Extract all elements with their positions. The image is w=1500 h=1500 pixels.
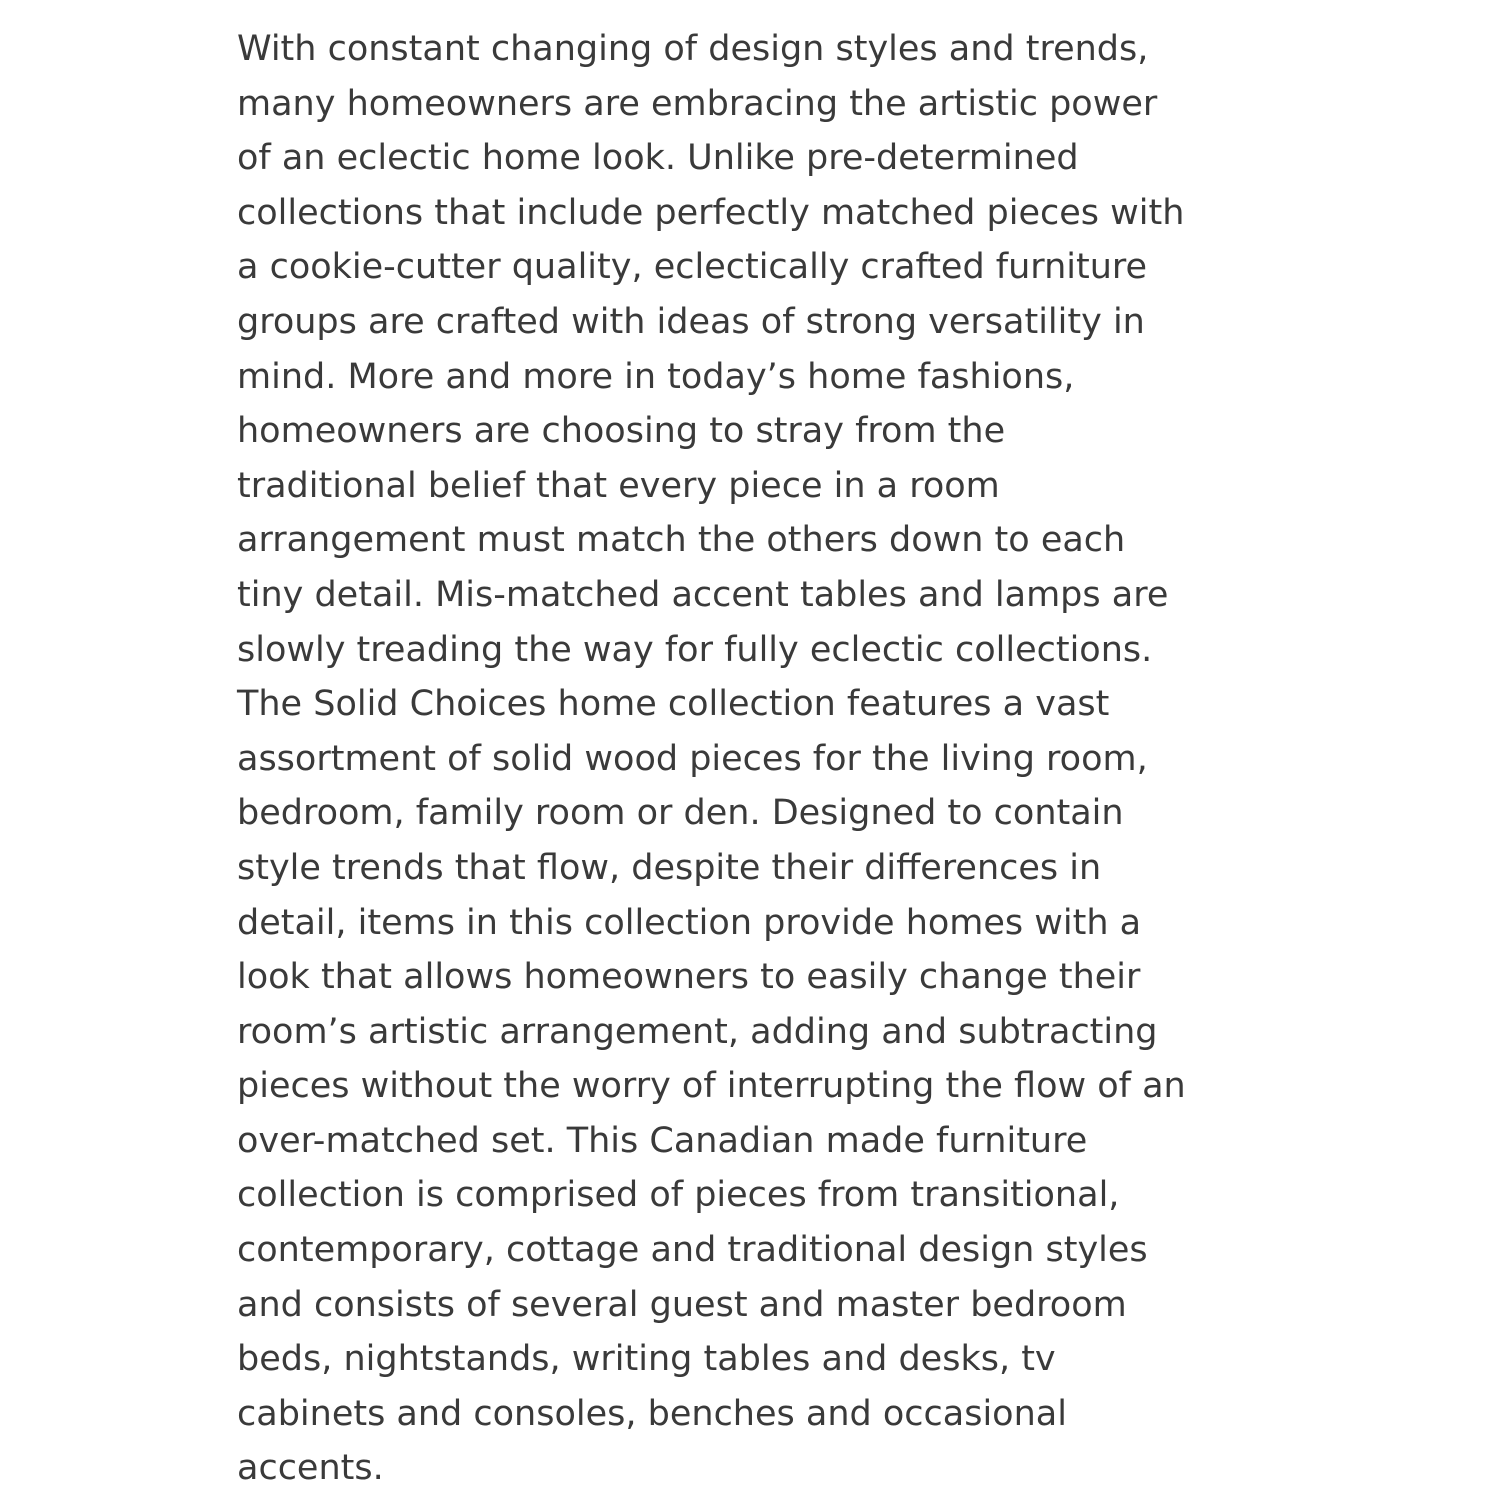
paragraph-line: With constant changing of design styles and trends, — [237, 29, 1149, 69]
paragraph-line: cabinets and consoles, benches and occasional — [237, 1393, 1067, 1434]
body-paragraph — [237, 22, 1277, 1496]
paragraph-line: and consists of several guest and master bedroom — [237, 1284, 1127, 1325]
paragraph-line: beds, nightstands, writing tables and desks, tv — [237, 1339, 1056, 1380]
paragraph-line: contemporary, cottage and traditional design styles — [237, 1230, 1148, 1271]
paragraph-line: pieces without the worry of interrupting the flow of an — [237, 1066, 1186, 1107]
paragraph-line: homeowners are choosing to stray from the — [237, 411, 1006, 452]
paragraph-line: accents. — [237, 1448, 384, 1489]
paragraph-line: groups are crafted with ideas of strong versatility in — [237, 301, 1145, 342]
paragraph-line: bedroom, family room or den. Designed to contain — [237, 793, 1124, 834]
paragraph-line: tiny detail. Mis-matched accent tables and lamps are — [237, 574, 1169, 615]
paragraph-line: many homeowners are embracing the artistic power — [237, 83, 1158, 124]
paragraph-line: room’s artistic arrangement, adding and subtracting — [237, 1011, 1158, 1052]
paragraph-line: collection is comprised of pieces from transitional, — [237, 1175, 1120, 1216]
paragraph-line: slowly treading the way for fully eclectic collections. — [237, 629, 1153, 670]
paragraph-line: collections that include perfectly matched pieces with — [237, 192, 1185, 233]
paragraph-line: over-matched set. This Canadian made furniture — [237, 1120, 1088, 1161]
paragraph-line: look that allows homeowners to easily change their — [237, 957, 1141, 998]
paragraph-line: traditional belief that every piece in a room — [237, 465, 1000, 506]
paragraph-line: The Solid Choices home collection features a vast — [237, 684, 1110, 725]
paragraph-line: detail, items in this collection provide homes with a — [237, 902, 1142, 943]
paragraph-line: of an eclectic home look. Unlike pre-determined — [237, 138, 1079, 179]
paragraph-line: arrangement must match the others down to each — [237, 520, 1126, 561]
paragraph-line: mind. More and more in today’s home fashions, — [237, 356, 1075, 397]
paragraph-line: style trends that flow, despite their differences in — [237, 847, 1102, 888]
paragraph-line: assortment of solid wood pieces for the living room, — [237, 738, 1148, 779]
paragraph-line: a cookie-cutter quality, eclectically crafted furniture — [237, 247, 1148, 288]
